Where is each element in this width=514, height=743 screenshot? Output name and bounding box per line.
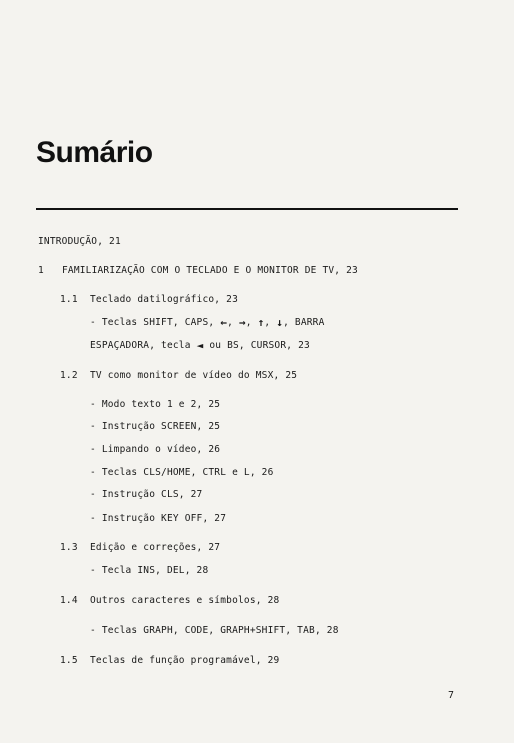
arrow-down-icon: ↓ — [276, 316, 284, 329]
title-rule — [36, 208, 458, 210]
toc-section-1-2[interactable] — [60, 370, 297, 382]
toc-text: ou BS, CURSOR, 23 — [209, 340, 310, 351]
toc-text: Outros caracteres e símbolos, 28 — [90, 595, 280, 606]
toc-section-1-1[interactable] — [60, 294, 238, 306]
toc-number: 1.4 — [60, 595, 78, 606]
page-title: Sumário — [36, 136, 153, 169]
toc-item[interactable]: - Teclas CLS/HOME, CTRL e L, 26 — [90, 467, 274, 478]
toc-item[interactable]: - Instrução CLS, 27 — [90, 489, 203, 500]
toc-item-teclas-shift-cont[interactable] — [90, 340, 310, 352]
toc-item[interactable]: - Tecla INS, DEL, 28 — [90, 565, 209, 576]
toc-text: Teclas de função programável, 29 — [90, 655, 280, 666]
toc-number: 1.2 — [60, 370, 78, 381]
toc-number: 1.3 — [60, 542, 78, 553]
toc-section-1-4[interactable] — [60, 595, 279, 607]
toc-text: FAMILIARIZAÇÃO COM O TECLADO E O MONITOR DE TV, 23 — [62, 265, 358, 276]
toc-item[interactable]: - Limpando o vídeo, 26 — [90, 444, 221, 455]
page-number: 7 — [448, 690, 455, 701]
arrow-left-icon: ← — [220, 316, 228, 329]
toc-text: - Teclas SHIFT, CAPS, — [90, 317, 215, 328]
arrow-right-icon: → — [238, 316, 246, 329]
toc-item[interactable]: - Modo texto 1 e 2, 25 — [90, 399, 221, 410]
toc-text: ESPAÇADORA, tecla — [90, 340, 191, 351]
toc-item[interactable]: - Instrução KEY OFF, 27 — [90, 513, 227, 524]
backspace-arrow-icon: ◄ — [196, 339, 204, 352]
toc-item[interactable]: - Instrução SCREEN, 25 — [90, 421, 221, 432]
arrow-up-icon: ↑ — [257, 316, 265, 329]
toc-number: 1 — [38, 265, 44, 276]
toc-item-teclas-shift[interactable]: - Teclas SHIFT, CAPS, ←, →, ↑, ↓, BARRA — [90, 316, 325, 329]
toc-text: TV como monitor de vídeo do MSX, 25 — [90, 370, 298, 381]
toc-text: Teclado datilográfico, 23 — [90, 294, 238, 305]
toc-section-1-5[interactable] — [60, 655, 279, 667]
toc-text: Edição e correções, 27 — [90, 542, 221, 553]
toc-number: 1.1 — [60, 294, 78, 305]
toc-chapter-1[interactable] — [38, 265, 358, 277]
toc-entry-introducao[interactable]: INTRODUÇÃO, 21 — [38, 236, 121, 247]
toc-number: 1.5 — [60, 655, 78, 666]
toc-section-1-3[interactable] — [60, 542, 220, 554]
toc-text: , BARRA — [283, 317, 325, 328]
toc-item[interactable]: - Teclas GRAPH, CODE, GRAPH+SHIFT, TAB, 28 — [90, 625, 339, 636]
